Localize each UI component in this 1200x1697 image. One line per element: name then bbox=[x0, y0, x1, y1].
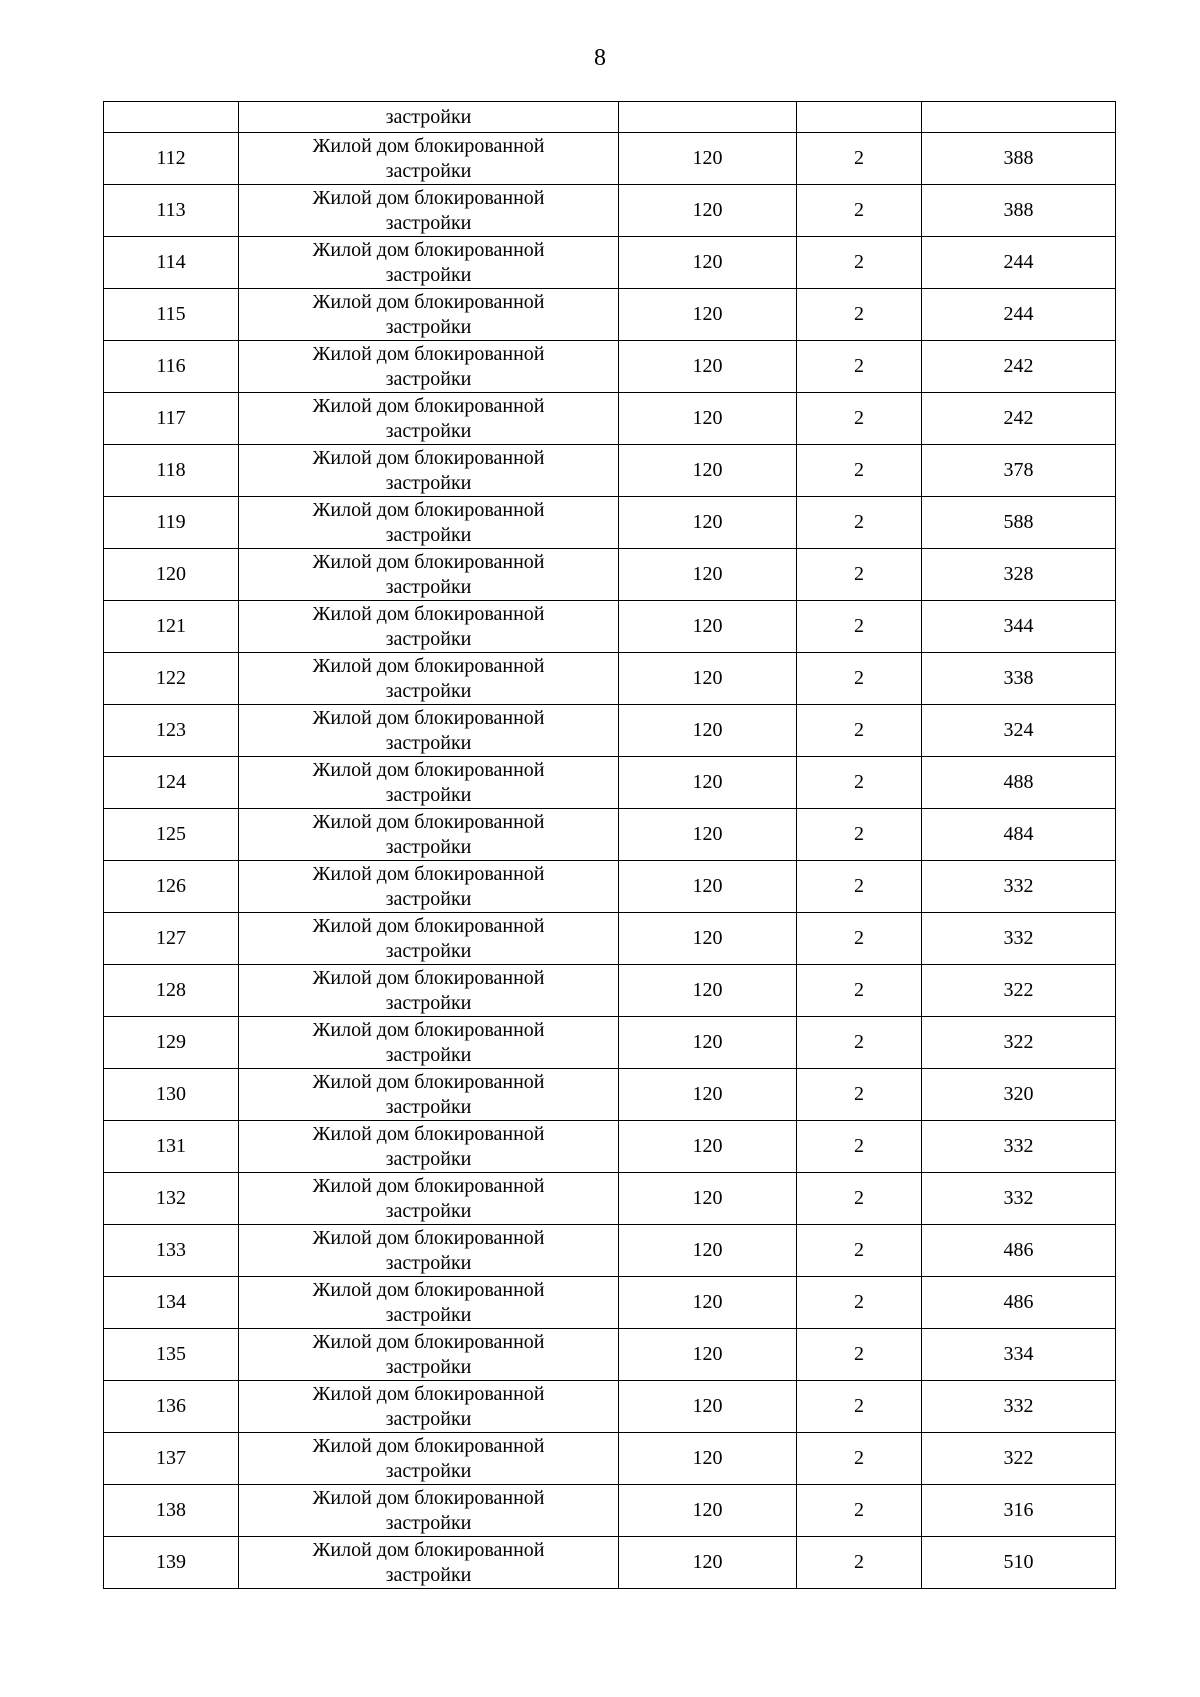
cell-floors: 2 bbox=[797, 601, 922, 653]
cell-num: 127 bbox=[104, 913, 239, 965]
cell-name bbox=[239, 705, 619, 757]
table-row bbox=[104, 757, 1116, 809]
cell-area: 120 bbox=[619, 185, 797, 237]
cell-name-line: застройки bbox=[385, 471, 472, 494]
cell-name bbox=[239, 653, 619, 705]
cell-floors: 2 bbox=[797, 861, 922, 913]
cell-num: 114 bbox=[104, 237, 239, 289]
cell-name-line: Жилой дом блокированной bbox=[312, 1487, 545, 1509]
cell-area: 120 bbox=[619, 1069, 797, 1121]
cell-num: 117 bbox=[104, 393, 239, 445]
cell-area: 120 bbox=[619, 1485, 797, 1537]
cell-name bbox=[239, 1069, 619, 1121]
cell-name-line: Жилой дом блокированной bbox=[312, 655, 545, 677]
cell-name-line: Жилой дом блокированной bbox=[312, 395, 545, 417]
cell-name-line: застройки bbox=[385, 835, 472, 858]
cell-name bbox=[239, 1225, 619, 1277]
cell-name-line: Жилой дом блокированной bbox=[312, 1175, 545, 1197]
cell-value bbox=[922, 102, 1116, 133]
table-row bbox=[104, 1433, 1116, 1485]
cell-num: 121 bbox=[104, 601, 239, 653]
cell-value: 328 bbox=[922, 549, 1116, 601]
cell-floors: 2 bbox=[797, 965, 922, 1017]
cell-name-line: Жилой дом блокированной bbox=[312, 1227, 545, 1249]
cell-floors: 2 bbox=[797, 1017, 922, 1069]
cell-name-line: Жилой дом блокированной bbox=[312, 1331, 545, 1353]
cell-name bbox=[239, 965, 619, 1017]
cell-num: 136 bbox=[104, 1381, 239, 1433]
cell-num: 133 bbox=[104, 1225, 239, 1277]
cell-value: 388 bbox=[922, 185, 1116, 237]
cell-name-line: Жилой дом блокированной bbox=[312, 759, 545, 781]
cell-area: 120 bbox=[619, 497, 797, 549]
cell-area: 120 bbox=[619, 1277, 797, 1329]
cell-value: 242 bbox=[922, 341, 1116, 393]
cell-area: 120 bbox=[619, 809, 797, 861]
table-row bbox=[104, 1017, 1116, 1069]
cell-name bbox=[239, 445, 619, 497]
cell-name-line: Жилой дом блокированной bbox=[312, 1383, 545, 1405]
table-row bbox=[104, 1173, 1116, 1225]
cell-floors: 2 bbox=[797, 341, 922, 393]
cell-floors: 2 bbox=[797, 1225, 922, 1277]
cell-name-line: застройки bbox=[385, 1251, 472, 1274]
cell-num: 113 bbox=[104, 185, 239, 237]
cell-floors: 2 bbox=[797, 1485, 922, 1537]
cell-name-line: застройки bbox=[385, 315, 472, 338]
cell-name bbox=[239, 289, 619, 341]
cell-name: застройки bbox=[239, 102, 619, 133]
cell-name bbox=[239, 341, 619, 393]
table-row-continuation bbox=[104, 102, 1116, 133]
cell-floors: 2 bbox=[797, 1121, 922, 1173]
cell-name-line: Жилой дом блокированной bbox=[312, 1279, 545, 1301]
cell-value: 486 bbox=[922, 1225, 1116, 1277]
table-row bbox=[104, 1485, 1116, 1537]
table-row bbox=[104, 289, 1116, 341]
cell-name-line: Жилой дом блокированной bbox=[312, 811, 545, 833]
table-row bbox=[104, 341, 1116, 393]
table-body bbox=[104, 102, 1116, 1589]
cell-area: 120 bbox=[619, 1225, 797, 1277]
cell-name-line: Жилой дом блокированной bbox=[312, 135, 545, 157]
cell-name-line: Жилой дом блокированной bbox=[312, 915, 545, 937]
cell-name-line: застройки bbox=[385, 1095, 472, 1118]
cell-name-line: Жилой дом блокированной bbox=[312, 343, 545, 365]
cell-value: 332 bbox=[922, 1121, 1116, 1173]
cell-num: 130 bbox=[104, 1069, 239, 1121]
cell-floors: 2 bbox=[797, 1537, 922, 1589]
cell-name-line: застройки bbox=[385, 1355, 472, 1378]
cell-name-line: Жилой дом блокированной bbox=[312, 863, 545, 885]
cell-area: 120 bbox=[619, 965, 797, 1017]
cell-name-line: застройки bbox=[385, 731, 472, 754]
cell-name bbox=[239, 185, 619, 237]
cell-name bbox=[239, 393, 619, 445]
cell-area bbox=[619, 102, 797, 133]
table-row bbox=[104, 133, 1116, 185]
cell-num: 123 bbox=[104, 705, 239, 757]
cell-name-line: Жилой дом блокированной bbox=[312, 447, 545, 469]
table-row bbox=[104, 861, 1116, 913]
cell-value: 588 bbox=[922, 497, 1116, 549]
cell-name bbox=[239, 757, 619, 809]
cell-name-line: застройки bbox=[385, 1147, 472, 1170]
cell-floors: 2 bbox=[797, 1329, 922, 1381]
cell-name-line: Жилой дом блокированной bbox=[312, 1019, 545, 1041]
cell-area: 120 bbox=[619, 1433, 797, 1485]
cell-value: 242 bbox=[922, 393, 1116, 445]
cell-value: 244 bbox=[922, 237, 1116, 289]
cell-floors: 2 bbox=[797, 757, 922, 809]
cell-name bbox=[239, 1485, 619, 1537]
cell-area: 120 bbox=[619, 1381, 797, 1433]
cell-area: 120 bbox=[619, 705, 797, 757]
cell-num: 122 bbox=[104, 653, 239, 705]
cell-num: 112 bbox=[104, 133, 239, 185]
cell-num: 119 bbox=[104, 497, 239, 549]
cell-name-line: застройки bbox=[385, 1511, 472, 1534]
cell-area: 120 bbox=[619, 1017, 797, 1069]
cell-area: 120 bbox=[619, 913, 797, 965]
cell-floors: 2 bbox=[797, 1173, 922, 1225]
cell-name bbox=[239, 497, 619, 549]
cell-name-line: Жилой дом блокированной bbox=[312, 551, 545, 573]
cell-name-line: застройки bbox=[385, 939, 472, 962]
cell-value: 332 bbox=[922, 1173, 1116, 1225]
cell-name-line: застройки bbox=[385, 419, 472, 442]
table-row bbox=[104, 809, 1116, 861]
cell-floors: 2 bbox=[797, 237, 922, 289]
cell-name-line: застройки bbox=[385, 1407, 472, 1430]
cell-name-line: застройки bbox=[385, 1043, 472, 1066]
cell-area: 120 bbox=[619, 1121, 797, 1173]
cell-name bbox=[239, 1277, 619, 1329]
cell-num: 138 bbox=[104, 1485, 239, 1537]
cell-value: 332 bbox=[922, 913, 1116, 965]
cell-name-line: застройки bbox=[385, 1563, 472, 1586]
cell-name-line: застройки bbox=[385, 263, 472, 286]
cell-name-line: Жилой дом блокированной bbox=[312, 603, 545, 625]
cell-area: 120 bbox=[619, 757, 797, 809]
table-row bbox=[104, 1381, 1116, 1433]
cell-value: 510 bbox=[922, 1537, 1116, 1589]
buildings-table bbox=[103, 101, 1116, 1589]
cell-area: 120 bbox=[619, 341, 797, 393]
cell-floors: 2 bbox=[797, 549, 922, 601]
cell-name-line: Жилой дом блокированной bbox=[312, 1071, 545, 1093]
cell-name-line: Жилой дом блокированной bbox=[312, 707, 545, 729]
cell-value: 486 bbox=[922, 1277, 1116, 1329]
cell-value: 388 bbox=[922, 133, 1116, 185]
table-row bbox=[104, 497, 1116, 549]
cell-name-line: застройки bbox=[385, 1199, 472, 1222]
cell-floors: 2 bbox=[797, 1277, 922, 1329]
cell-value: 332 bbox=[922, 1381, 1116, 1433]
cell-value: 322 bbox=[922, 965, 1116, 1017]
table-row bbox=[104, 1277, 1116, 1329]
cell-num: 115 bbox=[104, 289, 239, 341]
cell-name-line: застройки bbox=[385, 523, 472, 546]
cell-num: 132 bbox=[104, 1173, 239, 1225]
cell-area: 120 bbox=[619, 1329, 797, 1381]
cell-num: 137 bbox=[104, 1433, 239, 1485]
cell-floors: 2 bbox=[797, 185, 922, 237]
cell-floors: 2 bbox=[797, 445, 922, 497]
table-row bbox=[104, 1121, 1116, 1173]
cell-name bbox=[239, 1433, 619, 1485]
table-row bbox=[104, 1225, 1116, 1277]
page-number: 8 bbox=[594, 45, 606, 71]
cell-name-line: застройки bbox=[385, 783, 472, 806]
cell-floors bbox=[797, 102, 922, 133]
cell-area: 120 bbox=[619, 393, 797, 445]
cell-num: 135 bbox=[104, 1329, 239, 1381]
table-row bbox=[104, 237, 1116, 289]
cell-num: 129 bbox=[104, 1017, 239, 1069]
cell-name-line: застройки bbox=[385, 1303, 472, 1326]
cell-value: 322 bbox=[922, 1017, 1116, 1069]
cell-floors: 2 bbox=[797, 653, 922, 705]
cell-name bbox=[239, 133, 619, 185]
table-row bbox=[104, 601, 1116, 653]
cell-name bbox=[239, 1173, 619, 1225]
cell-name bbox=[239, 913, 619, 965]
cell-name-line: застройки bbox=[385, 1459, 472, 1482]
cell-num: 118 bbox=[104, 445, 239, 497]
cell-value: 320 bbox=[922, 1069, 1116, 1121]
cell-num: 139 bbox=[104, 1537, 239, 1589]
cell-floors: 2 bbox=[797, 1381, 922, 1433]
cell-area: 120 bbox=[619, 1173, 797, 1225]
cell-area: 120 bbox=[619, 549, 797, 601]
cell-area: 120 bbox=[619, 289, 797, 341]
cell-name-line: Жилой дом блокированной bbox=[312, 967, 545, 989]
table-row bbox=[104, 185, 1116, 237]
table-row bbox=[104, 965, 1116, 1017]
cell-area: 120 bbox=[619, 237, 797, 289]
cell-floors: 2 bbox=[797, 133, 922, 185]
cell-name-line: застройки bbox=[385, 159, 472, 182]
cell-name-line: застройки bbox=[385, 627, 472, 650]
cell-name-line: застройки bbox=[385, 211, 472, 234]
cell-name bbox=[239, 861, 619, 913]
table-row bbox=[104, 1537, 1116, 1589]
cell-num bbox=[104, 102, 239, 133]
cell-value: 322 bbox=[922, 1433, 1116, 1485]
cell-name-line: застройки bbox=[385, 367, 472, 390]
cell-name-line: застройки bbox=[385, 991, 472, 1014]
cell-value: 324 bbox=[922, 705, 1116, 757]
table-row bbox=[104, 445, 1116, 497]
cell-floors: 2 bbox=[797, 1069, 922, 1121]
cell-name-line: Жилой дом блокированной bbox=[312, 1539, 545, 1561]
cell-area: 120 bbox=[619, 861, 797, 913]
cell-area: 120 bbox=[619, 1537, 797, 1589]
cell-num: 125 bbox=[104, 809, 239, 861]
cell-floors: 2 bbox=[797, 705, 922, 757]
cell-floors: 2 bbox=[797, 393, 922, 445]
cell-value: 484 bbox=[922, 809, 1116, 861]
cell-num: 126 bbox=[104, 861, 239, 913]
cell-floors: 2 bbox=[797, 497, 922, 549]
cell-name-line: Жилой дом блокированной bbox=[312, 291, 545, 313]
cell-value: 488 bbox=[922, 757, 1116, 809]
cell-num: 116 bbox=[104, 341, 239, 393]
cell-floors: 2 bbox=[797, 809, 922, 861]
cell-name bbox=[239, 237, 619, 289]
cell-name bbox=[239, 549, 619, 601]
cell-value: 338 bbox=[922, 653, 1116, 705]
table-row bbox=[104, 1069, 1116, 1121]
cell-name bbox=[239, 1381, 619, 1433]
cell-value: 332 bbox=[922, 861, 1116, 913]
table-row bbox=[104, 1329, 1116, 1381]
table-row bbox=[104, 705, 1116, 757]
cell-name-line: Жилой дом блокированной bbox=[312, 1435, 545, 1457]
cell-num: 128 bbox=[104, 965, 239, 1017]
table-row bbox=[104, 549, 1116, 601]
cell-value: 334 bbox=[922, 1329, 1116, 1381]
cell-floors: 2 bbox=[797, 1433, 922, 1485]
cell-num: 134 bbox=[104, 1277, 239, 1329]
cell-name bbox=[239, 1537, 619, 1589]
cell-area: 120 bbox=[619, 445, 797, 497]
cell-floors: 2 bbox=[797, 913, 922, 965]
cell-num: 120 bbox=[104, 549, 239, 601]
cell-area: 120 bbox=[619, 133, 797, 185]
cell-name-line: Жилой дом блокированной bbox=[312, 499, 545, 521]
cell-value: 344 bbox=[922, 601, 1116, 653]
cell-num: 124 bbox=[104, 757, 239, 809]
cell-value: 244 bbox=[922, 289, 1116, 341]
cell-num: 131 bbox=[104, 1121, 239, 1173]
cell-area: 120 bbox=[619, 601, 797, 653]
cell-name bbox=[239, 601, 619, 653]
cell-area: 120 bbox=[619, 653, 797, 705]
cell-name-line: Жилой дом блокированной bbox=[312, 187, 545, 209]
table-row bbox=[104, 653, 1116, 705]
table-row bbox=[104, 913, 1116, 965]
cell-name-line: застройки bbox=[385, 575, 472, 598]
cell-name bbox=[239, 1121, 619, 1173]
cell-name-line: застройки bbox=[385, 679, 472, 702]
cell-name-line: застройки bbox=[385, 887, 472, 910]
cell-name-line: Жилой дом блокированной bbox=[312, 239, 545, 261]
table-row bbox=[104, 393, 1116, 445]
cell-value: 378 bbox=[922, 445, 1116, 497]
cell-name bbox=[239, 809, 619, 861]
cell-value: 316 bbox=[922, 1485, 1116, 1537]
cell-name bbox=[239, 1329, 619, 1381]
cell-name-line: Жилой дом блокированной bbox=[312, 1123, 545, 1145]
cell-name bbox=[239, 1017, 619, 1069]
cell-floors: 2 bbox=[797, 289, 922, 341]
